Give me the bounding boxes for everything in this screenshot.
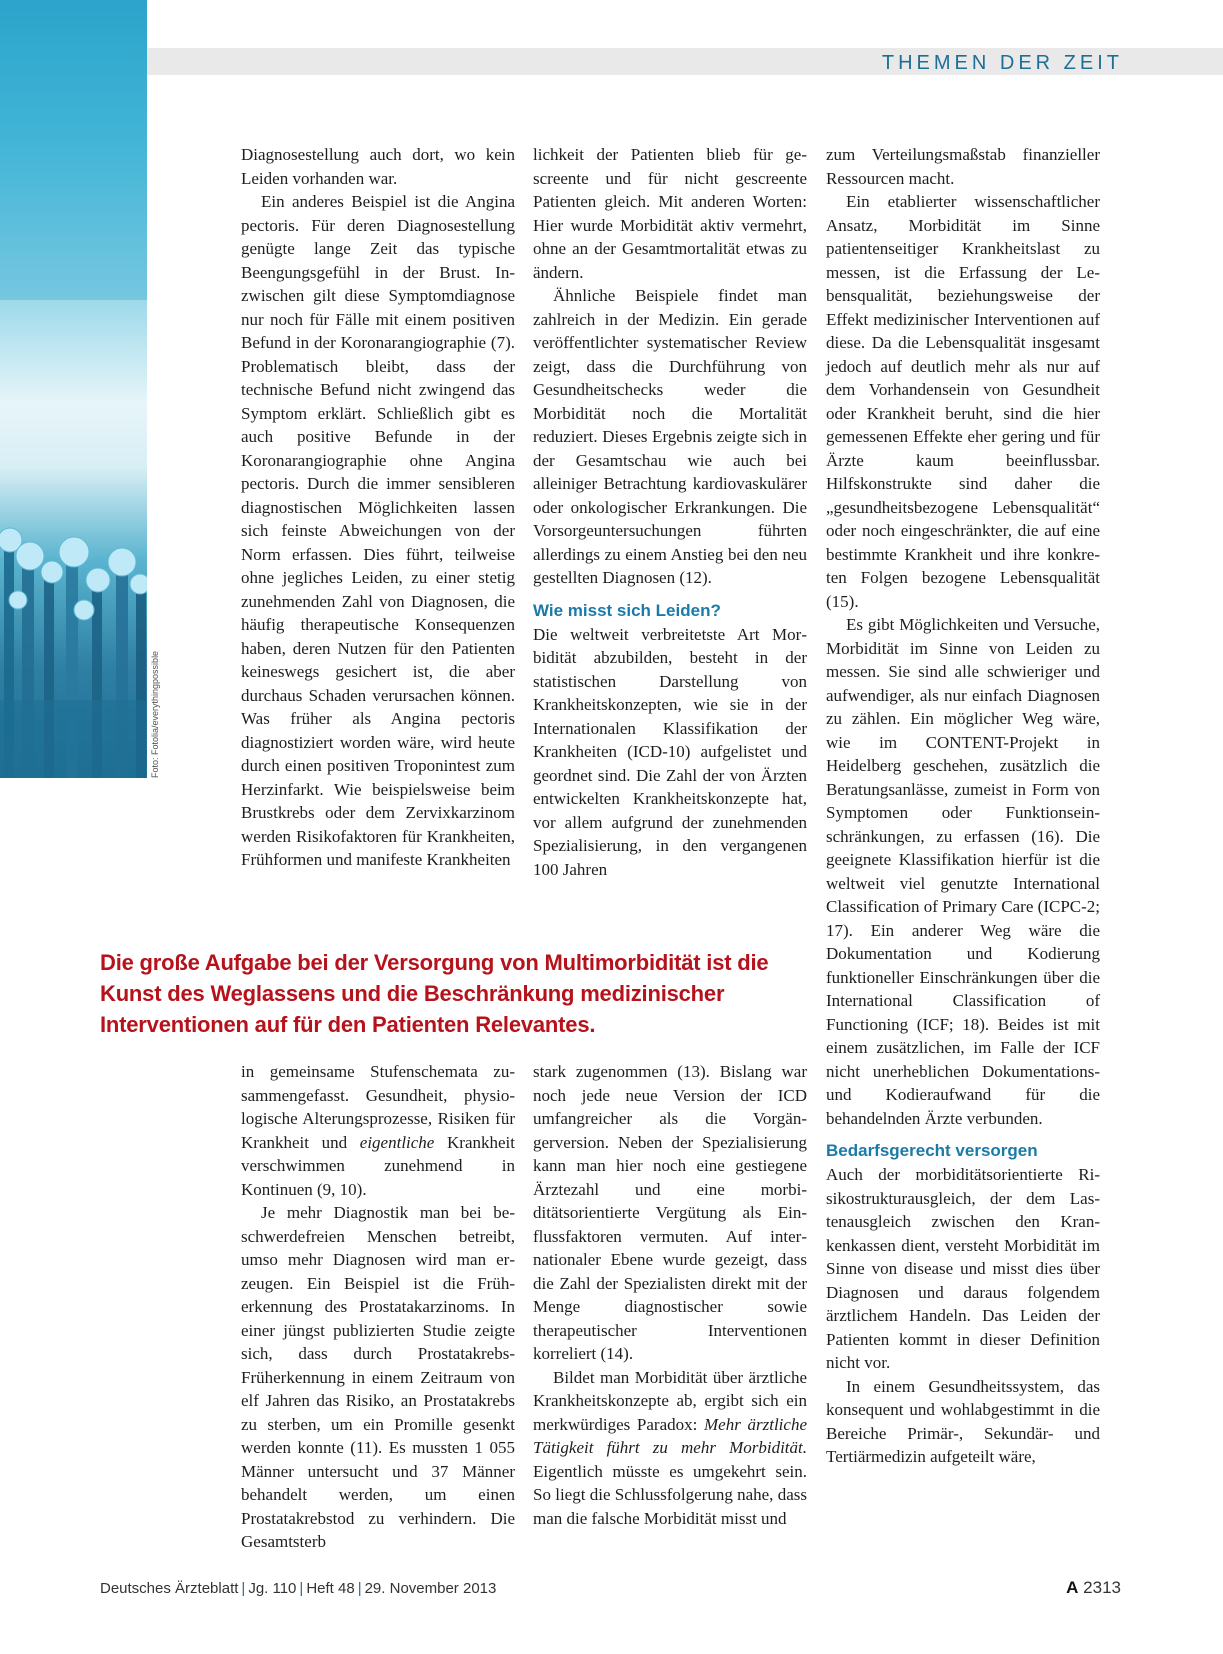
paragraph: [241, 1060, 515, 1201]
subheading-wie-misst-sich-leiden: Wie misst sich Leiden?: [533, 600, 721, 620]
separator: |: [241, 1580, 246, 1597]
paragraph: Ähnliche Beispiele findet man zahlreich in der Medizin. Ein gerade veröffentlichter systematischer Review zeigt, dass die Durchführung von Gesundheitschecks weder die Morbidität noch die Mortalität reduziert. Dieses Ergebnis zeigte sich in der Gesamtschau wie auch bei alleiniger Betrachtung kardiovaskulärer oder onkologischer Erkrankungen. Die Vorsorgeuntersuchungen führten allerdings zu einem Anstieg bei den neu gestellten Diagnosen (12).: [533, 286, 807, 587]
paragraph: Diagnosestellung auch dort, wo kein Leiden vorhanden war.: [241, 145, 515, 188]
paragraph: Auch der morbiditätsorientierte Risikostrukturausgleich, der dem Lastenausgleich zwischen den Krankenkassen dient, versteht Morbidität im Sinne von disease und misst dies über Diagnosen und daraus folgendem ärztlichem Handeln. Das Leiden der Patienten kommt in dieser Definition nicht vor.: [826, 1165, 1100, 1372]
paragraph: Die weltweit verbreitetste Art Morbidität abzubilden, besteht in der statistischen Darstellung von Krankheitskonzepten, wie sie in der Internationalen Klassifikation der Krankheiten (ICD-10) aufgelistet und geordnet sind. Die Zahl der von Ärzten entwickelten Krankheitskonzepte hat, vor allem aufgrund der zunehmenden Spezialisierung, in den vergangenen 100 Jahren: [533, 624, 807, 879]
emphasis: Mehr ärztliche Tätigkeit führt zu mehr Morbidität.: [533, 1414, 807, 1457]
page-number-value: 2313: [1083, 1578, 1121, 1597]
page-prefix: A: [1066, 1578, 1079, 1597]
paragraph: Ein etablierter wissenschaftlicher Ansatz, Morbidität im Sinne patientenseitiger Krankheitslast zu messen, ist die Erfassung der Lebensqualität, beziehungsweise der Effekt medizinischer Interventionen auf diese. Da die Lebensqualität insgesamt jedoch auf deutlich mehr als nur auf dem Vorhandensein von Gesundheit oder Krankheit beruht, sind die hier gemessenen Effekte eher gering und für Ärzte kaum beeinflussbar. Hilfskonstrukte sind daher die „gesundheitsbezogene Lebensqualität“ oder noch eingeschränkter, die auf eine bestimmte Krankheit und ihre konkreten Folgen bezogene Lebensqualität (15).: [826, 192, 1100, 611]
paragraph: [533, 1366, 807, 1531]
page-number: [1066, 1578, 1121, 1598]
decorative-photo: [0, 0, 147, 778]
volume: Jg. 110: [248, 1580, 297, 1597]
separator: |: [299, 1580, 304, 1597]
column-1-top: [241, 143, 515, 872]
column-2-bottom: [533, 1060, 807, 1530]
column-3: [826, 143, 1100, 1469]
paragraph: Je mehr Diagnostik man bei beschwerdefreien Menschen betreibt, umso mehr Diagnosen wird man erzeugen. Ein Beispiel ist die Früherkennung des Prostatakarzinoms. In einer jüngst publizierten Studie zeigte sich, dass durch Prostatakrebs-Früherkennung in einem Zeitraum von elf Jahren das Risiko, an Prostatakrebs zu sterben, um ein Promille gesenkt werden konnte (11). Es mussten 1 055 Männer untersucht und 37 Männer behandelt werden, um einen Prostatakrebstod zu verhindern. Die Gesamtsterb: [241, 1203, 515, 1551]
paragraph: In einem Gesundheitssystem, das konsequent und wohlabgestimmt in die Bereiche Primär-, Sekundär- und Tertiärmedizin aufgeteilt wäre,: [826, 1376, 1100, 1466]
column-1-bottom: [241, 1060, 515, 1554]
paragraph: stark zugenommen (13). Bislang war noch jede neue Version der ICD umfangreicher als die Vorgängerversion. Neben der Spezialisierung kann man hier noch eine gestiegene Ärztezahl und eine morbiditätsorientierte Vergütung als Einflussfaktoren vermuten. Auf internationaler Ebene wurde gezeigt, dass die Zahl der Spezialisten direkt mit der Menge diagnostischer sowie therapeutischer Interventionen korreliert (14).: [533, 1062, 807, 1363]
journal-name: Deutsches Ärzteblatt: [100, 1580, 239, 1597]
emphasis: eigentliche: [359, 1132, 435, 1152]
section-header-bar: [147, 48, 1223, 75]
subheading-bedarfsgerecht-versorgen: Bedarfsgerecht versorgen: [826, 1141, 1038, 1160]
issue: Heft 48: [306, 1580, 355, 1597]
text-run: Eigentlich müsste es umgekehrt sein. So liegt die Schlussfolgerung nahe, dass man die falsche Morbidität misst und: [533, 1461, 807, 1528]
issue-date: 29. November 2013: [364, 1580, 497, 1597]
paragraph: Es gibt Möglichkeiten und Versuche, Morbidität im Sinne von Leiden zu messen. Sie sind alle schwieriger und aufwendiger, als nur einfach Diagnosen zu zählen. Ein möglicher Weg wäre, wie im CONTENT-Projekt in Heidelberg geschehen, zusätzlich die Beratungsanlässe, zumeist in Form von Symptomen oder Funktionseinschränkungen, zu erfassen (16). Die geeignete Klassifikation hierfür ist die weltweit viel genutzte International Classification of Primary Care (ICPC-2; 17). Ein anderer Weg wäre die Dokumentation und Kodierung funktioneller Einschränkungen über die International Classification of Functioning (ICF; 18). Beides ist mit einem zusätzlichen, im Falle der ICF nicht unerheblichen Dokumentations- und Kodieraufwand für die behandelnden Ärzte verbunden.: [826, 615, 1100, 1128]
text-run: Bildet man Morbidität über ärztliche Krankheitskonzepte ab, ergibt sich ein merkwürdiges Paradox:: [533, 1367, 807, 1434]
pull-quote: Die große Aufgabe bei der Versorgung von Multimorbidität ist die Kunst des Weglassens und die Beschränkung medizinischer Interventionen auf für den Patienten Relevantes.: [100, 950, 769, 1037]
separator: |: [357, 1580, 362, 1597]
photo-credit: Foto: Fotolia/everythingpossible: [150, 650, 160, 778]
paragraph: zum Verteilungsmaßstab finanzieller Ressourcen macht.: [826, 145, 1100, 188]
text-run: in gemeinsame Stufenschemata zusammengefasst. Gesundheit, physiologische Alterungsprozesse, Risiken für Krankheit und: [241, 1062, 515, 1152]
section-title: THEMEN DER ZEIT: [881, 52, 1123, 74]
paragraph: lichkeit der Patienten blieb für gescreente und für nicht gescreente Patienten gleich. Mit anderen Worten: Hier wurde Morbidität aktiv vermehrt, ohne an der Gesamtmortalität etwas zu ändern.: [533, 145, 807, 282]
text-run: Krankheit verschwimmen zunehmend in Kontinuen (9, 10).: [241, 1132, 515, 1199]
footer-citation: [100, 1580, 496, 1597]
column-2-top: [533, 143, 807, 881]
paragraph: Ein anderes Beispiel ist die Angina pectoris. Für deren Diagnosestellung genügte lange Zeit das typische Beengungsgefühl in der Brust. Inzwischen gilt diese Symptomdiagnose nur noch für Fälle mit einem positiven Befund in der Koronarangiographie (7). Problematisch bleibt, dass der technische Befund nicht zwingend das Symptom erklärt. Schließlich gibt es auch positive Befunde in der Koronarangiographie ohne Angina pectoris. Durch die immer sensibleren diagnostischen Möglichkeiten lassen sich feinste Abweichungen von der Norm erfassen. Dies führt, teilweise ohne jegliches Leiden, zu einer stetig zunehmenden Zahl von Diagnosen, die häufig therapeutische Konsequenzen haben, deren Nutzen für den Patienten keineswegs gesichert ist, die aber durchaus Schaden verursachen können. Was früher als Angina pectoris diagnostiziert worden wäre, wird heute durch einen positiven Troponintest zum Herzinfarkt. Wie beispielsweise beim Brustkrebs oder dem Zervixkarzinom werden Risikofaktoren für Krankheiten, Frühformen und manifeste Krankheiten: [241, 192, 515, 869]
